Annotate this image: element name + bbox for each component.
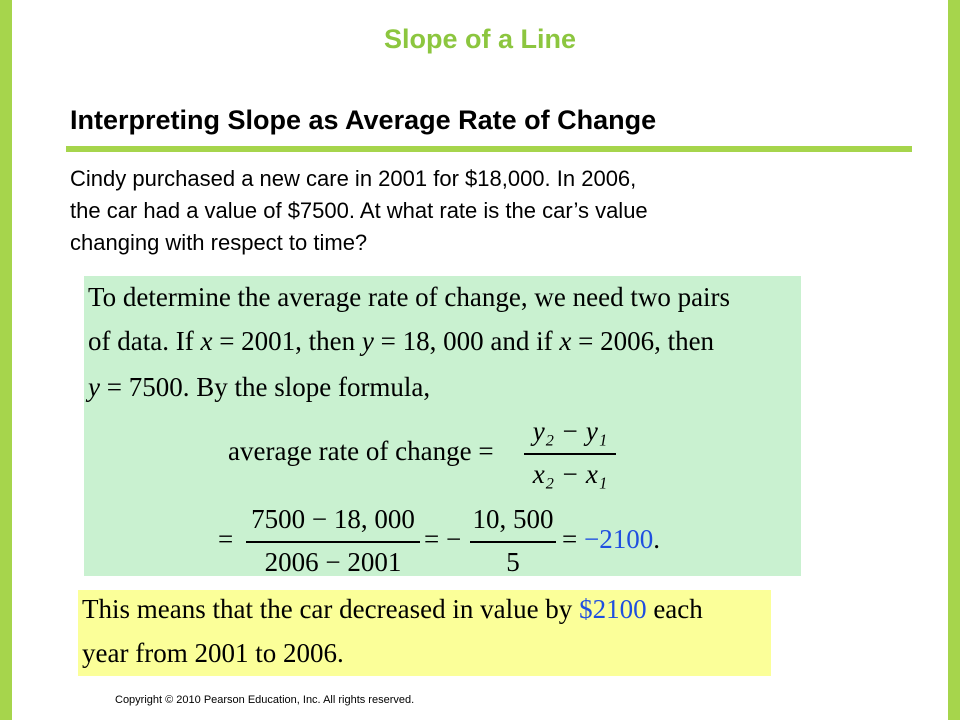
fraction-bar bbox=[524, 453, 616, 455]
computed-denominator: 2006 − 2001 bbox=[264, 547, 402, 577]
problem-statement bbox=[70, 163, 890, 259]
problem-line: changing with respect to time? bbox=[70, 230, 368, 255]
copyright-footer: Copyright © 2010 Pearson Education, Inc. All rights reserved. bbox=[115, 694, 415, 706]
left-accent-bar bbox=[0, 0, 12, 720]
computed-numerator: 7500 − 18, 000 bbox=[251, 504, 415, 534]
result-value: −2100 bbox=[583, 524, 654, 554]
solution-line-1: To determine the average rate of change, we need two pairs bbox=[88, 282, 731, 312]
text-run: = 18, 000 and if bbox=[373, 326, 560, 356]
simplified-numerator: 10, 500 bbox=[472, 504, 554, 534]
equals-sign: = bbox=[562, 524, 578, 554]
equals-sign: = bbox=[218, 524, 234, 554]
text-run: each bbox=[646, 594, 703, 624]
period: . bbox=[653, 524, 660, 554]
text-run: This means that the car decreased in value by bbox=[82, 594, 580, 624]
text-run: = 2001, then bbox=[212, 326, 362, 356]
simplified-fraction bbox=[470, 504, 556, 578]
fraction-bar bbox=[246, 541, 420, 543]
right-accent-bar bbox=[948, 0, 960, 720]
slide-title: Slope of a Line bbox=[383, 24, 577, 54]
solution-box bbox=[84, 276, 801, 576]
problem-line: Cindy purchased a new care in 2001 for $18,000. In 2006, bbox=[70, 166, 637, 191]
variable-x: x bbox=[559, 326, 572, 356]
variable-y: y bbox=[361, 326, 374, 356]
variable-y: y bbox=[88, 372, 100, 402]
formula-label: average rate of change = bbox=[228, 436, 494, 466]
highlighted-amount: $2100 bbox=[579, 594, 647, 624]
subtitle-divider bbox=[66, 146, 912, 152]
conclusion-line-2: year from 2001 to 2006. bbox=[82, 638, 344, 668]
text-run: = 2006, then bbox=[571, 326, 715, 356]
equals-negative: = − bbox=[424, 524, 462, 554]
slope-formula-denominator: x₂ − x₁ bbox=[532, 459, 608, 489]
simplified-denominator: 5 bbox=[506, 547, 520, 577]
conclusion-box bbox=[78, 590, 771, 676]
text-run: of data. If bbox=[88, 326, 201, 356]
text-run: = 7500. By the slope formula, bbox=[99, 372, 431, 402]
solution-line-2 bbox=[88, 326, 714, 357]
computed-fraction bbox=[246, 504, 420, 578]
slide-subtitle: Interpreting Slope as Average Rate of Change bbox=[70, 105, 657, 135]
final-equals bbox=[562, 524, 660, 555]
problem-line: the car had a value of $7500. At what rate is the car’s value bbox=[70, 198, 648, 223]
slope-formula-numerator: y₂ − y₁ bbox=[532, 416, 608, 446]
fraction-bar bbox=[470, 541, 556, 543]
conclusion-line-1 bbox=[82, 594, 703, 625]
variable-x: x bbox=[200, 326, 213, 356]
solution-line-3 bbox=[88, 372, 430, 403]
slope-formula-fraction bbox=[524, 416, 616, 490]
